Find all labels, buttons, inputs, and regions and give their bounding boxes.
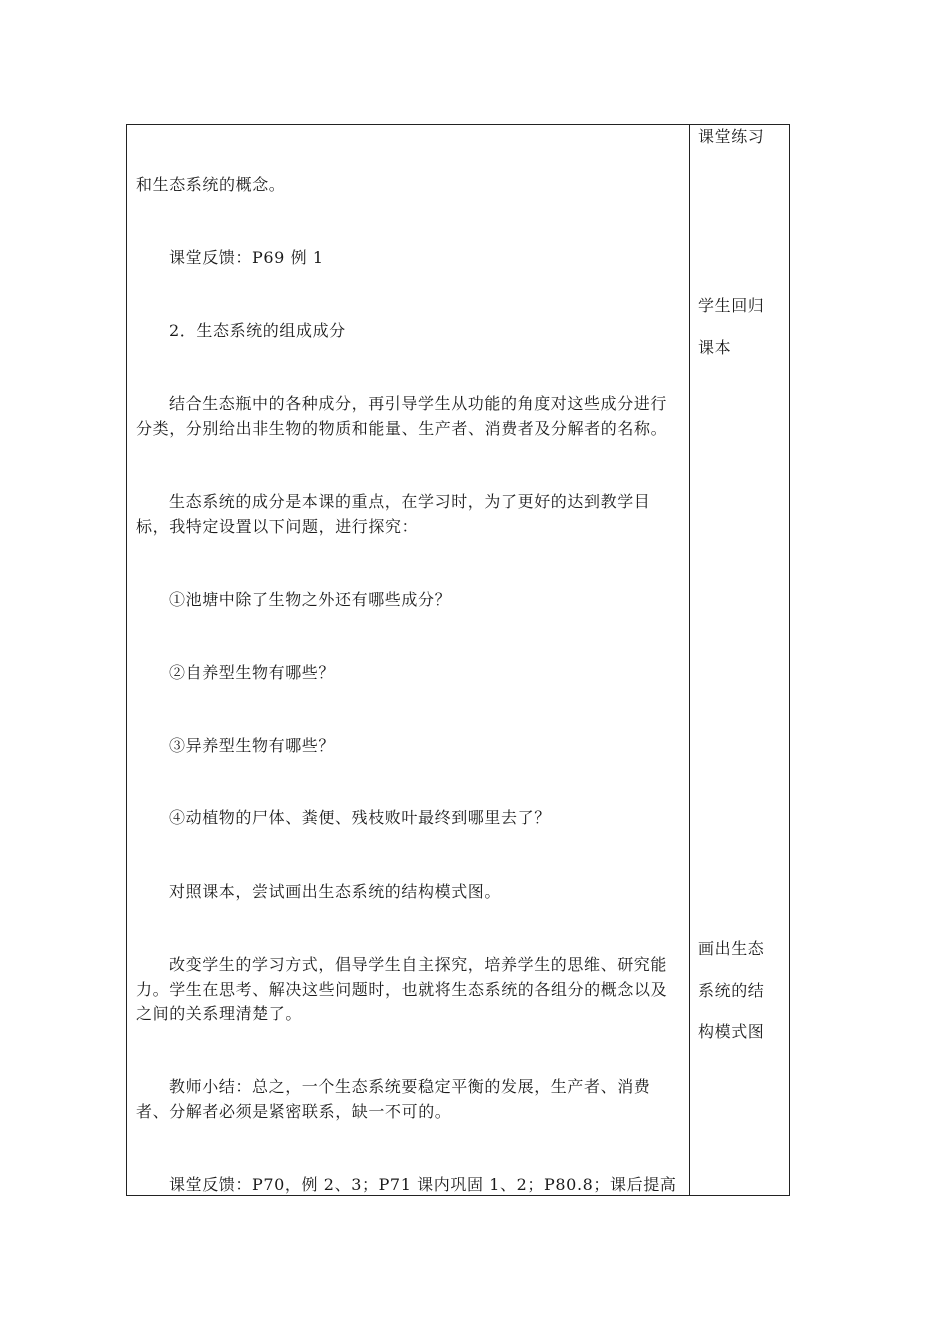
side-note: 系统的结 <box>698 981 765 1000</box>
text-line: 教师小结：总之，一个生态系统要稳定平衡的发展，生产者、消费 <box>169 1077 651 1096</box>
text-line: 生态系统的成分是本课的重点，在学习时，为了更好的达到教学目 <box>169 492 651 511</box>
text-line: 者、分解者必须是紧密联系，缺一不可的。 <box>136 1102 452 1121</box>
text-line: 标，我特定设置以下问题，进行探究： <box>136 517 419 536</box>
side-note: 画出生态 <box>698 939 765 958</box>
text-line: 分类，分别给出非生物的物质和能量、生产者、消费者及分解者的名称。 <box>136 419 668 438</box>
question-item: ③异养型生物有哪些？ <box>169 736 336 755</box>
text-line: 力。学生在思考、解决这些问题时，也就将生态系统的各组分的概念以及 <box>136 980 668 999</box>
column-divider <box>689 124 690 1196</box>
question-item: ④动植物的尸体、粪便、残枝败叶最终到哪里去了？ <box>169 808 551 827</box>
side-note: 课本 <box>698 338 732 357</box>
text-line: 课堂反馈：P69 例 1 <box>169 248 324 267</box>
side-note: 课堂练习 <box>698 127 765 146</box>
text-line: 改变学生的学习方式，倡导学生自主探究，培养学生的思维、研究能 <box>169 955 668 974</box>
question-item: ①池塘中除了生物之外还有哪些成分？ <box>169 590 452 609</box>
section-heading: 2．生态系统的组成成分 <box>169 321 346 340</box>
side-note: 构模式图 <box>698 1022 765 1041</box>
text-line: 之间的关系理清楚了。 <box>136 1004 303 1023</box>
lesson-table <box>126 124 790 1196</box>
side-note: 学生回归 <box>698 296 765 315</box>
text-line: 和生态系统的概念。 <box>136 175 286 194</box>
text-line: 对照课本，尝试画出生态系统的结构模式图。 <box>169 882 502 901</box>
text-line: 结合生态瓶中的各种成分，再引导学生从功能的角度对这些成分进行 <box>169 394 668 413</box>
text-line: 课堂反馈：P70，例 2、3；P71 课内巩固 1、2；P80.8；课后提高 <box>169 1175 677 1194</box>
question-item: ②自养型生物有哪些？ <box>169 663 336 682</box>
